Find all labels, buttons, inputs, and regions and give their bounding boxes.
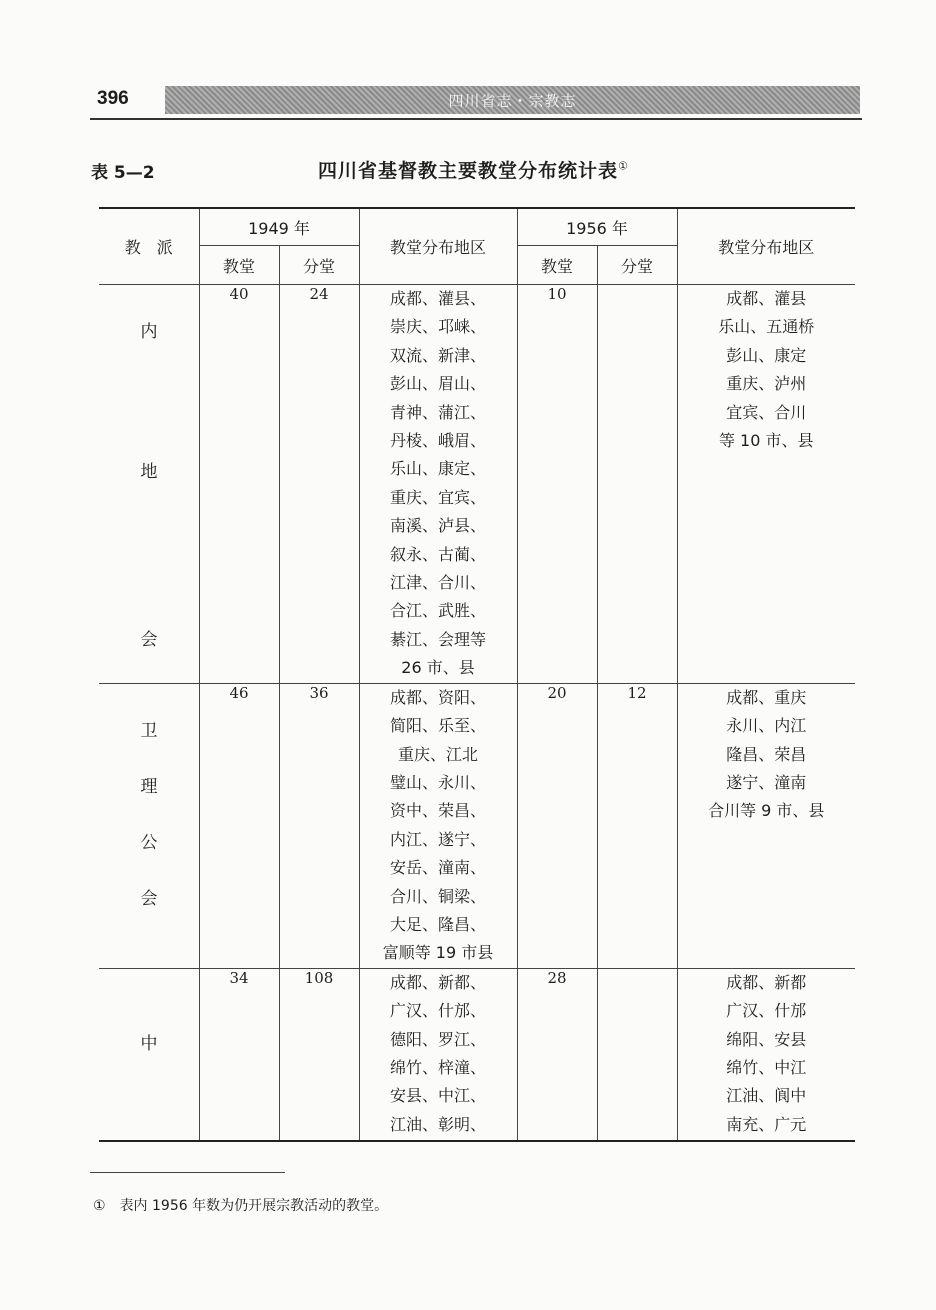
branches-1949-cell: 24 [279,285,359,684]
churches-1949-cell: 40 [199,285,279,684]
area-line: 成都、重庆 [726,687,807,707]
footnote-reference: ① [618,159,629,173]
area-line: 江油、彰明、 [389,1114,486,1134]
area-1949-cell [359,683,517,968]
page-number: 396 [97,88,129,109]
footnote-mark: ① [93,1198,106,1214]
table-title-text: 四川省基督教主要教堂分布统计表 [318,160,619,182]
sect-cell [99,285,199,684]
sect-cell [99,968,199,1141]
area-line: 宜宾、合川 [726,402,807,422]
branches-1956-cell [597,285,677,684]
area-line: 德阳、罗江、 [389,1029,486,1049]
area-line: 重庆、宜宾、 [389,487,486,507]
area-line: 崇庆、邛崃、 [389,317,486,337]
area-line: 成都、新都、 [389,972,486,992]
area-line: 彭山、康定 [726,345,807,365]
area-line: 重庆、泸州 [726,374,807,394]
area-line: 资中、荣昌、 [389,801,486,821]
sect-char: 地 [140,462,158,482]
area-line: 江油、阆中 [726,1086,807,1106]
sect-cell [99,683,199,968]
church-distribution-table [99,207,855,1142]
area-line: 丹棱、峨眉、 [389,431,486,451]
table-title [318,156,629,183]
area-1956-cell [677,683,855,968]
area-line: 重庆、江北 [397,744,478,764]
branches-1949-cell: 108 [279,968,359,1141]
area-line: 成都、新都 [726,972,807,992]
table-row [99,683,855,968]
sect-char: 理 [140,776,158,797]
footnote [93,1195,388,1215]
footnote-rule [90,1172,285,1173]
sect-char: 中 [140,1033,158,1054]
area-line: 安岳、潼南、 [389,858,486,878]
area-1956-cell [677,285,855,684]
area-line: 綦江、会理等 [389,629,486,649]
churches-1956-cell: 10 [517,285,597,684]
area-line: 永川、内江 [726,716,807,736]
area-line: 绵竹、中江 [726,1057,807,1077]
branches-1956-cell [597,968,677,1141]
header-rule [90,118,862,120]
header-area-1949: 教堂分布地区 [359,208,517,285]
area-line: 大足、隆昌、 [389,914,486,934]
header-sect: 教 派 [99,208,199,285]
table-number: 表 5—2 [91,163,155,183]
header-year-1949: 1949 年 [199,208,359,246]
area-1949-cell [359,285,517,684]
sect-char: 会 [140,630,158,650]
area-line: 富顺等 19 市县 [382,943,494,963]
area-line: 合川、铜梁、 [389,886,486,906]
area-line: 江津、合川、 [389,573,486,593]
running-header-banner [165,86,860,114]
area-line: 成都、资阳、 [389,687,486,707]
area-line: 成都、灌县 [726,289,807,308]
area-1949-cell [359,968,517,1141]
header-branches-1949: 分堂 [279,246,359,285]
area-line: 合江、武胜、 [389,601,486,621]
area-line: 叙永、古蔺、 [389,544,486,564]
area-line: 绵竹、梓潼、 [389,1057,486,1077]
churches-1949-cell: 46 [199,683,279,968]
area-line: 彭山、眉山、 [389,374,486,394]
header-area-1956: 教堂分布地区 [677,208,855,285]
area-1956-cell [677,968,855,1141]
area-line: 南溪、泸县、 [389,516,486,536]
header-churches-1956: 教堂 [517,246,597,285]
area-line: 青神、蒲江、 [389,402,486,422]
area-line: 安县、中江、 [389,1086,486,1106]
churches-1956-cell: 20 [517,683,597,968]
area-line: 乐山、康定、 [389,459,486,479]
sect-char: 内 [140,322,158,342]
area-line: 广汉、什邡 [726,1001,807,1021]
area-line: 遂宁、潼南 [726,772,807,792]
area-line: 等 10 市、县 [718,431,814,451]
table-row [99,968,855,1141]
sect-char: 会 [140,888,158,909]
sect-char: 公 [140,832,158,853]
area-line: 广汉、什邡、 [389,1001,486,1021]
churches-1949-cell: 34 [199,968,279,1141]
footnote-text: 表内 1956 年数为仍开展宗教活动的教堂。 [119,1198,389,1214]
area-line: 隆昌、荣昌 [726,744,807,764]
area-line: 简阳、乐至、 [389,716,486,736]
area-line: 合川等 9 市、县 [708,801,825,821]
area-line: 成都、灌县、 [389,289,486,308]
area-line: 内江、遂宁、 [389,829,486,849]
area-line: 乐山、五通桥 [718,317,815,337]
area-line: 双流、新津、 [389,345,486,365]
header-year-1956: 1956 年 [517,208,677,246]
area-line: 南充、广元 [726,1114,807,1134]
branches-1949-cell: 36 [279,683,359,968]
book-title: 四川省志・宗教志 [448,91,577,110]
area-line: 绵阳、安县 [726,1029,807,1049]
table-row [99,285,855,684]
branches-1956-cell: 12 [597,683,677,968]
area-line: 璧山、永川、 [389,772,486,792]
header-branches-1956: 分堂 [597,246,677,285]
churches-1956-cell: 28 [517,968,597,1141]
sect-char: 卫 [140,720,158,741]
area-line: 26 市、县 [401,658,475,678]
header-churches-1949: 教堂 [199,246,279,285]
